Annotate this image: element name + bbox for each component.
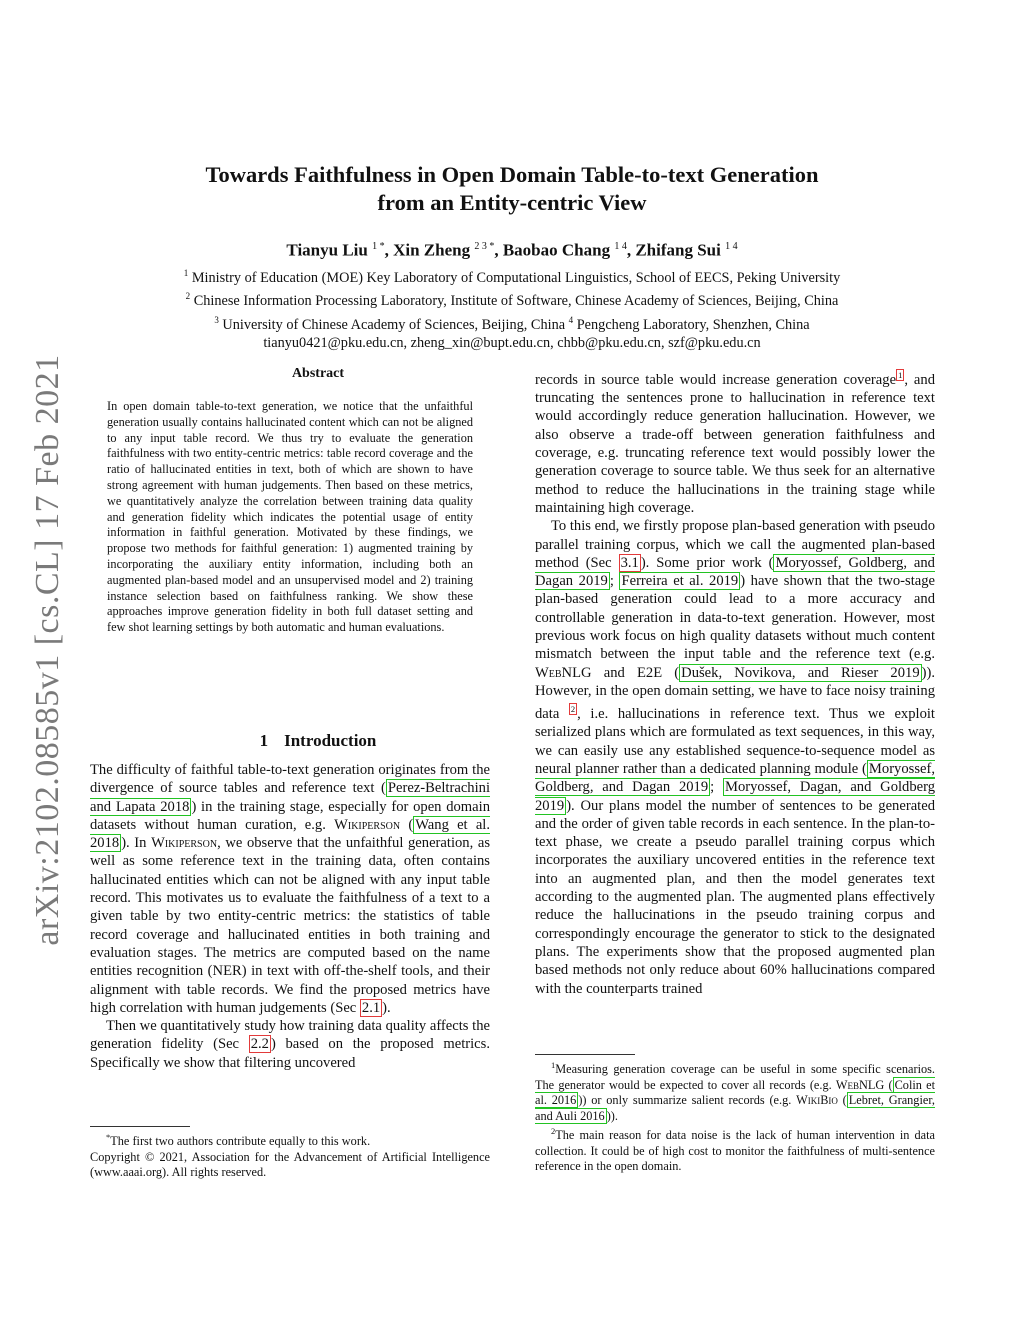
affiliation: $^3$ University of Chinese Academy of Sciences, Beijing, China $^4$ Pengcheng Laboratory, Shenzhen, China [214,314,810,333]
affiliation: $^1$ Ministry of Education (MOE) Key Laboratory of Computational Linguistics, School of EECS, Peking University [183,268,841,286]
section-ref-link[interactable]: 3.1 [620,554,639,571]
right-footnotes [535,1058,935,1175]
copyright-notice: Copyright © 2021, Association for the Advancement of Artificial Intelligence (www.aaai.org). All rights reserved. [90,1149,490,1180]
paragraph: records in source table would increase generation coverage $^1$ , and truncating the sentences prone to hallucination in reference text would accordingly reduce generation hallucination. However, we also observe a trade-off between generation faithfulness and coverage, e.g. truncating reference text would possibly lower the generation coverage to source table. We thus seek for an alternative method to reduce the hallucinations in the training stage while maintaining high coverage. [535,370,935,516]
author-emails: tianyu0421@pku.edu.cn, zheng_xin@bupt.edu.cn, chbb@pku.edu.cn, szf@pku.edu.cn [263,334,761,351]
footnote-link[interactable]: 2 [570,704,576,715]
title-line-2: from an Entity-centric View [377,190,647,215]
section-number: 1 [259,731,269,750]
footnote-divider [535,1054,635,1055]
paper-title [90,161,934,217]
affiliations [90,264,934,352]
arxiv-stamp [28,355,68,945]
footnote-link[interactable]: 1 [898,370,903,380]
citation-link[interactable]: Moryossef, Dagan, and Goldberg 2019 [535,779,936,814]
paragraph: Then we quantitatively study how training data quality affects the generation fidelity (Sec 2.2 ) based on the proposed metrics. Specifically we show that filtering uncovered [90,1018,490,1071]
left-column-body [90,761,490,1072]
abstract-text: In open domain table-to-text generation, we notice that the unfaithful generation usually contains hallucinated content which can not be aligned to any input table record. We thus try to evaluate the generation faithfulness with two entity-centric metrics: table record coverage and the ratio of hallucinated entities in text, both of which are shown to have strong agreement with human judgements. Then based on these metrics, we quantitatively analyze the correlation between training data quality and generation fidelity which indicates the potential usage of entity information in faithful generation. Motivated by these findings, we propose two methods for faithful generation: 1) augmented training by incorporating the auxiliary entity information, including both an augmented plan-based model and an unsupervised model and 2) training instance selection based on faithfulness ranking. We show these approaches improve generation fidelity in both full dataset setting and few shot learning settings by both automatic and human evaluations. [107,399,473,635]
citation-link[interactable]: Colin et al. 2016 [535,1077,936,1108]
citation-link[interactable]: Ferreira et al. 2019 [621,573,739,590]
citation-link[interactable]: Moryossef, Goldberg, and Dagan 2019 [535,760,935,796]
title-line-1: Towards Faithfulness in Open Domain Table-to-text Generation [205,162,819,187]
author-list: Tianyu Liu $^{1 *}$, Xin Zheng $^{2 3 *}$, Baobao Chang $^{1 4}$, Zhifang Sui $^{1 4}$ [286,240,738,260]
affiliation: $^2$ Chinese Information Processing Laboratory, Institute of Software, Chinese Academy of Sciences, Beijing, China [185,291,839,310]
section-ref-link[interactable]: 2.2 [250,1036,269,1053]
author-name: Zhifang Sui [635,240,721,260]
author-affil-mark: 1 * [372,241,385,252]
right-column-body [535,366,935,998]
section-title: Introduction [284,731,377,750]
citation-link[interactable]: Perez-Beltrachini and Lapata 2018 [90,780,490,815]
paragraph: To this end, we firstly propose plan-based generation with pseudo parallel training corpus, which we call the augmented plan-based method (Sec 3.1 ). Some prior work ( Moryossef, Goldberg, and Dagan 2019 ; Ferreira et al. 2019 ) have shown that the two-stage plan-based generation could lead to a more accuracy and controllable generation in data-to-text generation. However, most previous work focus on high quality datasets without much content mismatch between the input table and the reference text (e.g. WebNLG and E2E ( Dušek, Novikova, and Rieser 2019 )). However, in the open domain setting, we have to face noisy training data $^2$ , i.e. hallucinations in reference text. Thus we exploit serialized plans which are formulated as text sequences, in this way, we can easily use any established sequence-to-sequence model as neural planner rather than a dedicated planning module ( Moryossef, Goldberg, and Dagan 2019 ; Moryossef, Dagan, and Goldberg 2019 ). Our plans model the number of sentences to be generated and the order of given table records in each sentence. In the plan-to-text phase, we create a pseudo parallel training corpus which incorporates the auxiliary uncovered entities in the reference text into an augmented plan, and then the model generates text according to the augmented plan. The augmented plans effectively reduce the hallucinations in the pseudo training corpus and correspondingly encourage the generator to stick to the designated plans. The experiments show that the proposed augmented plan based methods not only reduce about 60% hallucinations compared with the counterparts trained [535,518,936,997]
author-affil-mark: 2 3 * [474,241,495,252]
citation-link[interactable]: Wang et al. 2018 [90,816,490,852]
footnote: $^1$Measuring generation coverage can be useful in some specific scenarios. The generator would be expected to cover all records (e.g. WebNLG ( Colin et al. 2016 )) or only summarize salient records (e.g. WikiBio ( Lebret, Grangier, and Auli 2016 )). [535,1060,936,1123]
citation-link[interactable]: Dušek, Novikova, and Rieser 2019 [681,664,920,681]
citation-link[interactable]: Moryossef, Goldberg, and Dagan 2019 [535,554,935,590]
author-name: Baobao Chang [502,240,611,260]
citation-link[interactable]: Lebret, Grangier, and Auli 2016 [535,1093,935,1123]
left-footnotes [90,1130,490,1181]
author-affil-mark: 1 4 [614,241,627,252]
abstract-heading: Abstract [291,366,345,381]
author-name: Xin Zheng [393,240,471,260]
author-name: Tianyu Liu [286,240,368,260]
paragraph: The difficulty of faithful table-to-text generation originates from the divergence of source tables and reference text ( Perez-Beltrachini and Lapata 2018 ) in the training stage, especially for open domain datasets without human curation, e.g. Wikiperson ( Wang et al. 2018 ). In Wikiperson, we observe that the unfaithful generation, as well as some reference text in the training data, often contains hallucinated entities which can not be aligned with any input table record. This motivates us to evaluate the faithfulness of a text to a given table by two entity-centric metrics: the statistics of table record coverage and hallucinated entities in both training and evaluation stages. The metrics are computed based on the name entities recognition (NER) in text with off-the-shelf tools, and their alignment with table records. We find the proposed metrics have high correlation with human judgements (Sec 2.1 ). [90,762,490,1016]
footnote: $^2$The main reason for data noise is the lack of human intervention in data collection. It could be of high cost to monitor the faithfulness of multi-sentence reference in the open domain. [535,1126,935,1174]
footnote-divider [90,1126,190,1127]
footnote: *The first two authors contribute equally to this work. [106,1132,371,1149]
section-ref-link[interactable]: 2.1 [361,999,381,1016]
arxiv-id: arXiv:2102.08585v1 [cs.CL] 17 Feb 2021 [29,354,66,946]
author-affil-mark: 1 4 [725,241,738,252]
section-heading-introduction [90,731,546,751]
